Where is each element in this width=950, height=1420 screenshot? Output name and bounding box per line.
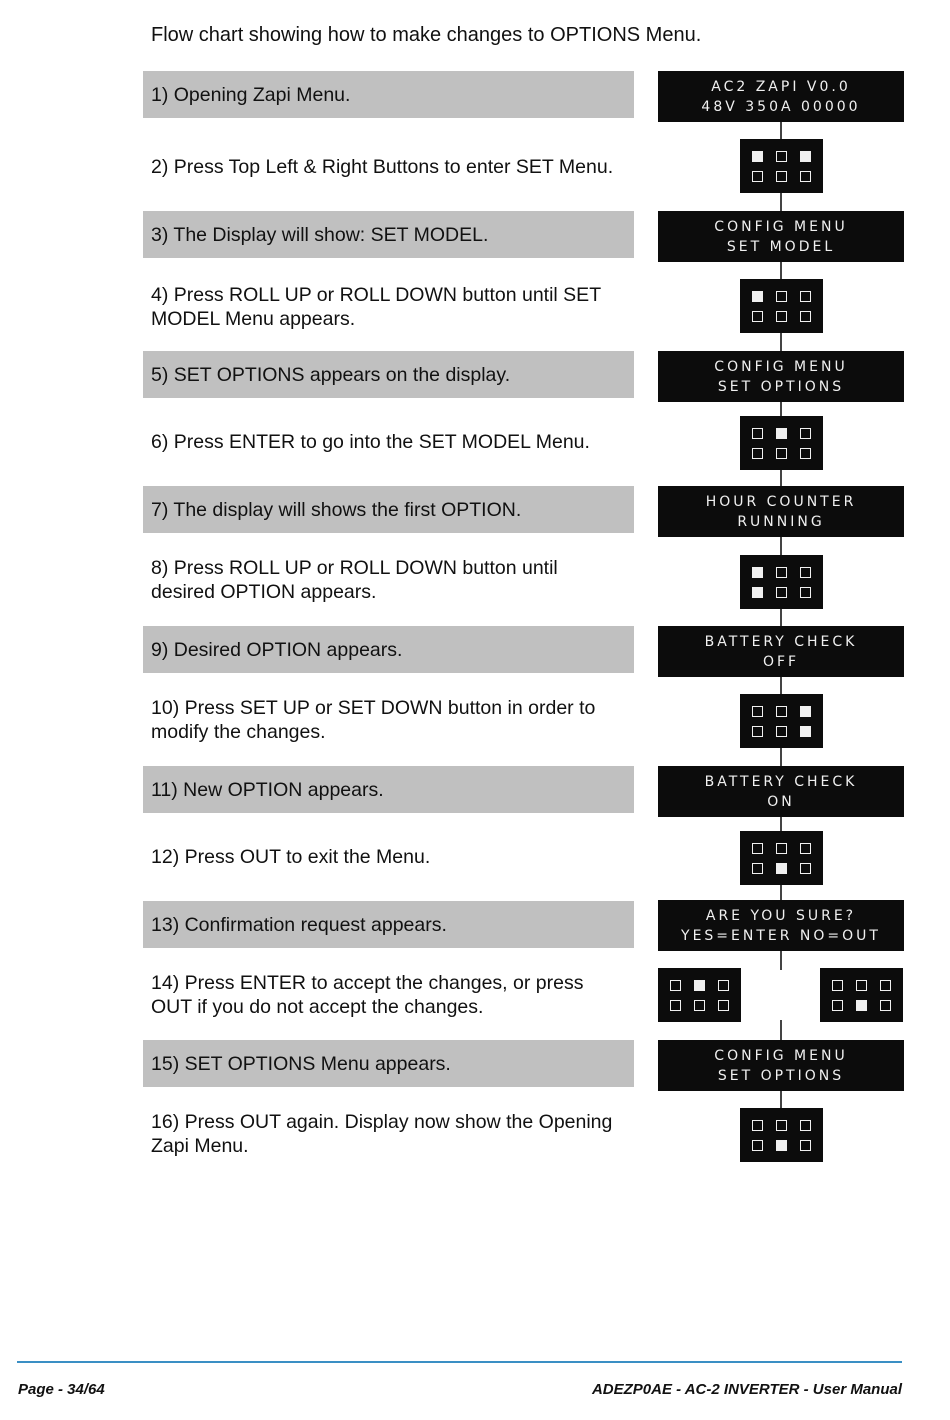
key-bottom-left — [752, 311, 763, 322]
key-bottom-left — [752, 587, 763, 598]
display-line-2: ON — [767, 793, 795, 810]
key-top-right — [718, 980, 729, 991]
key-bottom-right — [800, 587, 811, 598]
key-top-left — [752, 843, 763, 854]
key-bottom-left — [752, 726, 763, 737]
key-top-middle — [776, 706, 787, 717]
key-bottom-middle — [776, 863, 787, 874]
step-3: 3) The Display will show: SET MODEL. — [143, 211, 634, 258]
key-bottom-middle — [776, 1140, 787, 1151]
key-top-right — [800, 843, 811, 854]
step-8: 8) Press ROLL UP or ROLL DOWN button until desired OPTION appears. — [151, 557, 558, 603]
flow-connector — [780, 468, 782, 486]
display-screen — [658, 351, 904, 402]
flow-connector — [780, 676, 782, 696]
key-top-left — [752, 1120, 763, 1131]
key-top-left — [752, 291, 763, 302]
display-screen — [658, 766, 904, 817]
key-top-middle — [856, 980, 867, 991]
key-top-right — [800, 1120, 811, 1131]
display-line-2: SET OPTIONS — [717, 1067, 845, 1084]
key-top-middle — [694, 980, 705, 991]
page-intro: Flow chart showing how to make changes to OPTIONS Menu. — [151, 24, 702, 46]
key-top-right — [800, 291, 811, 302]
key-bottom-right — [800, 726, 811, 737]
step-5: 5) SET OPTIONS appears on the display. — [143, 351, 634, 398]
keypad-diagram — [740, 279, 823, 333]
key-bottom-right — [800, 1140, 811, 1151]
display-screen — [658, 626, 904, 677]
display-line-2: 48V 350A 00000 — [701, 98, 861, 115]
document-title: ADEZP0AE - AC-2 INVERTER - User Manual — [591, 1381, 902, 1398]
footer-divider — [17, 1361, 902, 1363]
key-bottom-left — [752, 171, 763, 182]
keypad-diagram — [740, 694, 823, 748]
key-bottom-middle — [776, 171, 787, 182]
display-screen — [658, 211, 904, 262]
key-top-right — [800, 428, 811, 439]
key-bottom-middle — [694, 1000, 705, 1011]
display-line-1: CONFIG MENU — [714, 218, 848, 235]
key-bottom-right — [800, 448, 811, 459]
key-bottom-middle — [776, 587, 787, 598]
keypad-diagram-out — [820, 968, 903, 1022]
display-line-1: HOUR COUNTER — [705, 493, 857, 510]
key-bottom-middle — [776, 311, 787, 322]
key-bottom-middle — [776, 448, 787, 459]
keypad-diagram — [740, 831, 823, 885]
step-6: 6) Press ENTER to go into the SET MODEL Menu. — [151, 431, 590, 453]
flow-connector — [780, 1090, 782, 1109]
key-top-right — [880, 980, 891, 991]
display-line-2: YES=ENTER NO=OUT — [681, 927, 881, 944]
key-bottom-right — [718, 1000, 729, 1011]
keypad-diagram — [740, 1108, 823, 1162]
flow-connector — [780, 607, 782, 627]
step-2: 2) Press Top Left & Right Buttons to enter SET Menu. — [151, 156, 614, 178]
key-top-right — [800, 567, 811, 578]
key-bottom-right — [800, 863, 811, 874]
keypad-diagram-enter — [658, 968, 741, 1022]
step-15: 15) SET OPTIONS Menu appears. — [143, 1040, 634, 1087]
step-11: 11) New OPTION appears. — [143, 766, 634, 813]
step-1: 1) Opening Zapi Menu. — [143, 71, 634, 118]
flow-connector — [780, 192, 782, 212]
display-screen — [658, 900, 904, 951]
display-line-1: ARE YOU SURE? — [705, 907, 857, 924]
key-bottom-left — [752, 448, 763, 459]
key-top-right — [800, 706, 811, 717]
display-line-2: SET MODEL — [726, 238, 836, 255]
flow-connector — [780, 748, 782, 766]
flow-connector — [780, 332, 782, 352]
key-bottom-right — [800, 311, 811, 322]
key-top-middle — [776, 428, 787, 439]
key-top-left — [752, 151, 763, 162]
key-bottom-right — [800, 171, 811, 182]
key-bottom-left — [752, 863, 763, 874]
display-screen — [658, 71, 904, 122]
display-screen — [658, 486, 904, 537]
step-7: 7) The display will shows the first OPTION. — [143, 486, 634, 533]
keypad-diagram — [740, 416, 823, 470]
key-bottom-middle — [776, 726, 787, 737]
keypad-diagram — [740, 139, 823, 193]
key-top-middle — [776, 1120, 787, 1131]
display-line-1: BATTERY CHECK — [704, 773, 858, 790]
step-16: 16) Press OUT again. Display now show the Opening Zapi Menu. — [151, 1111, 613, 1157]
key-bottom-left — [752, 1140, 763, 1151]
display-line-2: OFF — [762, 653, 800, 670]
flow-connector — [780, 951, 782, 970]
step-4: 4) Press ROLL UP or ROLL DOWN button until SET MODEL Menu appears. — [151, 284, 601, 330]
step-9: 9) Desired OPTION appears. — [143, 626, 634, 673]
step-12: 12) Press OUT to exit the Menu. — [151, 846, 431, 868]
key-top-middle — [776, 567, 787, 578]
step-14: 14) Press ENTER to accept the changes, or press OUT if you do not accept the changes. — [151, 972, 584, 1018]
key-top-middle — [776, 843, 787, 854]
flow-connector — [780, 537, 782, 555]
display-screen — [658, 1040, 904, 1091]
keypad-diagram — [740, 555, 823, 609]
key-bottom-right — [880, 1000, 891, 1011]
display-line-1: BATTERY CHECK — [704, 633, 858, 650]
key-top-left — [752, 567, 763, 578]
page-number: Page - 34/64 — [18, 1381, 105, 1398]
key-top-right — [800, 151, 811, 162]
step-10: 10) Press SET UP or SET DOWN button in order to modify the changes. — [151, 697, 596, 743]
key-bottom-left — [832, 1000, 843, 1011]
key-top-left — [832, 980, 843, 991]
key-top-middle — [776, 151, 787, 162]
key-top-left — [752, 428, 763, 439]
display-line-1: AC2 ZAPI V0.0 — [711, 78, 851, 95]
key-top-left — [752, 706, 763, 717]
key-top-middle — [776, 291, 787, 302]
display-line-2: RUNNING — [737, 513, 825, 530]
display-line-1: CONFIG MENU — [714, 358, 848, 375]
display-line-2: SET OPTIONS — [717, 378, 845, 395]
display-line-1: CONFIG MENU — [714, 1047, 848, 1064]
key-top-left — [670, 980, 681, 991]
step-13: 13) Confirmation request appears. — [143, 901, 634, 948]
flow-connector — [780, 1020, 782, 1040]
key-bottom-middle — [856, 1000, 867, 1011]
key-bottom-left — [670, 1000, 681, 1011]
